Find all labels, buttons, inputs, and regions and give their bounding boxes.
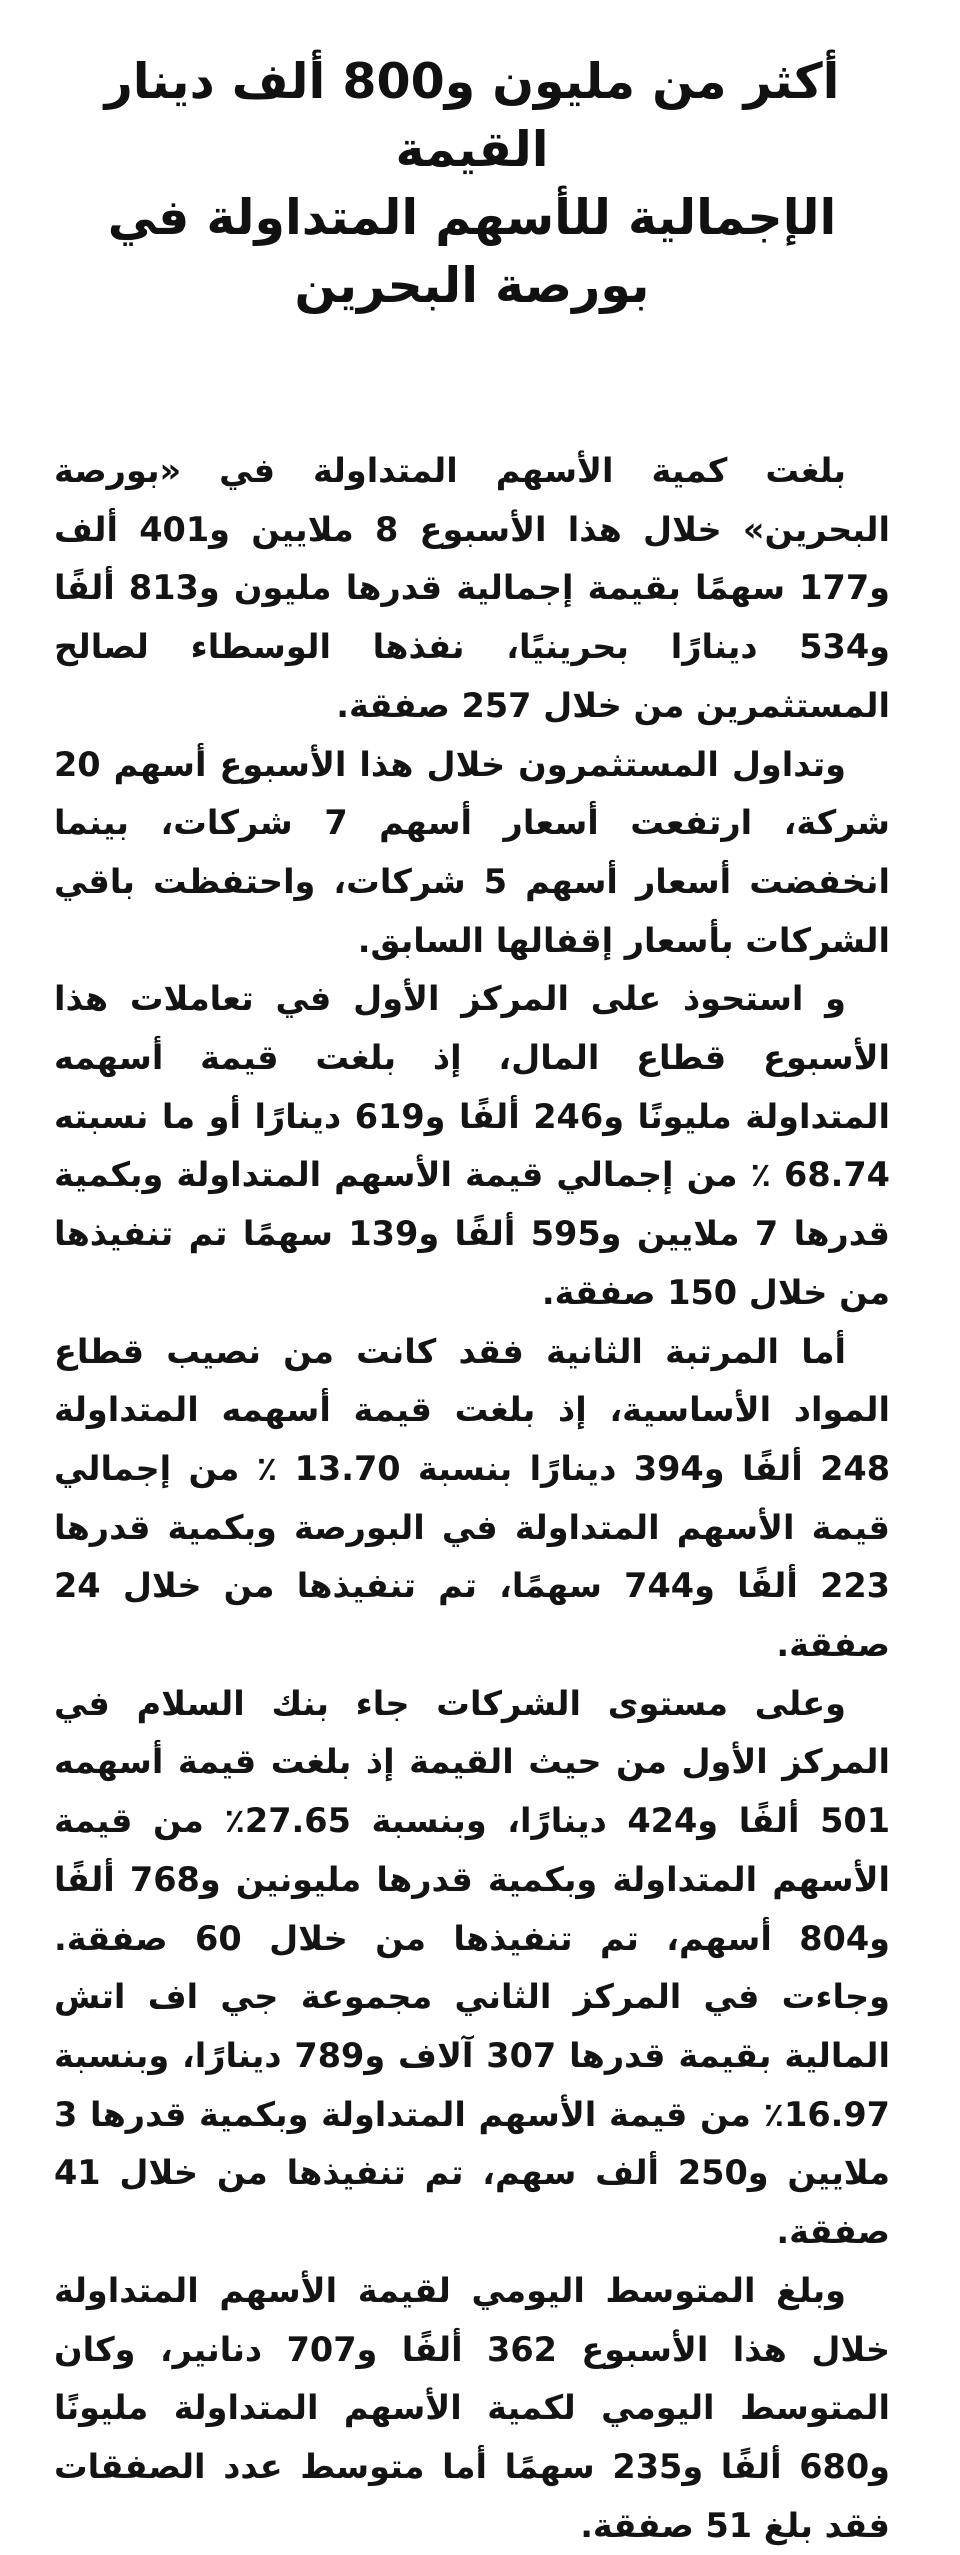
headline-line-2: الإجمالية للأسهم المتداولة في بورصة البحرين bbox=[107, 189, 837, 314]
paragraph-companies-traded: وتداول المستثمرون خلال هذا الأسبوع أسهم 20 شركة، ارتفعت أسعار أسهم 7 شركات، بينما انخفضت أسعار أسهم 5 شركات، واحتفظت باقي الشركات بأسعار إقفالها السابق. bbox=[54, 744, 890, 960]
paragraph-top-companies: وعلى مستوى الشركات جاء بنك السلام في المركز الأول من حيث القيمة إذ بلغت قيمة أسهمه 501 ألفًا و424 دينارًا، وبنسبة 27.65٪ من قيمة الأسهم المتداولة وبكمية قدرها مليونين و768 ألفًا و804 أسهم، تم تنفيذها من خلال 60 صفقة. وجاءت في المركز الثاني مجموعة جي اف اتش المالية بقيمة قدرها 307 آلاف و789 دينارًا، وبنسبة 16.97٪ من قيمة الأسهم المتداولة وبكمية قدرها 3 ملايين و250 ألف سهم، تم تنفيذها من خلال 41 صفقة. bbox=[54, 1683, 891, 2252]
headline-line-1: أكثر من مليون و800 ألف دينار القيمة bbox=[104, 53, 840, 178]
paragraph-basic-materials-sector: أما المرتبة الثانية فقد كانت من نصيب قطاع المواد الأساسية، إذ بلغت قيمة أسهمه المتداولة 248 ألفًا و394 دينارًا بنسبة 13.70 ٪ من إجمالي قيمة الأسهم المتداولة في البورصة وبكمية قدرها 223 ألفًا و744 سهمًا، تم تنفيذها من خلال 24 صفقة. bbox=[54, 1331, 891, 1665]
headline bbox=[54, 48, 890, 320]
paragraph-financial-sector: و استحوذ على المركز الأول في تعاملات هذا الأسبوع قطاع المال، إذ بلغت قيمة أسهمه المتداولة مليونًا و246 ألفًا و619 دينارًا أو ما نسبته 68.74 ٪ من إجمالي قيمة الأسهم المتداولة وبكمية قدرها 7 ملايين و595 ألفًا و139 سهمًا تم تنفيذها من خلال 150 صفقة. bbox=[54, 979, 890, 1312]
article-body bbox=[54, 442, 890, 2555]
paragraph-trading-volume: بلغت كمية الأسهم المتداولة في «بورصة البحرين» خلال هذا الأسبوع 8 ملايين و401 ألف و177 سهمًا بقيمة إجمالية قدرها مليون و813 ألفًا و534 دينارًا بحرينيًا، نفذها الوسطاء لصالح المستثمرين من خلال 257 صفقة. bbox=[54, 451, 890, 725]
paragraph-daily-averages: وبلغ المتوسط اليومي لقيمة الأسهم المتداولة خلال هذا الأسبوع 362 ألفًا و707 دنانير، وكان المتوسط اليومي لكمية الأسهم المتداولة مليونًا و680 ألفًا و235 سهمًا أما متوسط عدد الصفقات فقد بلغ 51 صفقة. bbox=[54, 2270, 890, 2545]
